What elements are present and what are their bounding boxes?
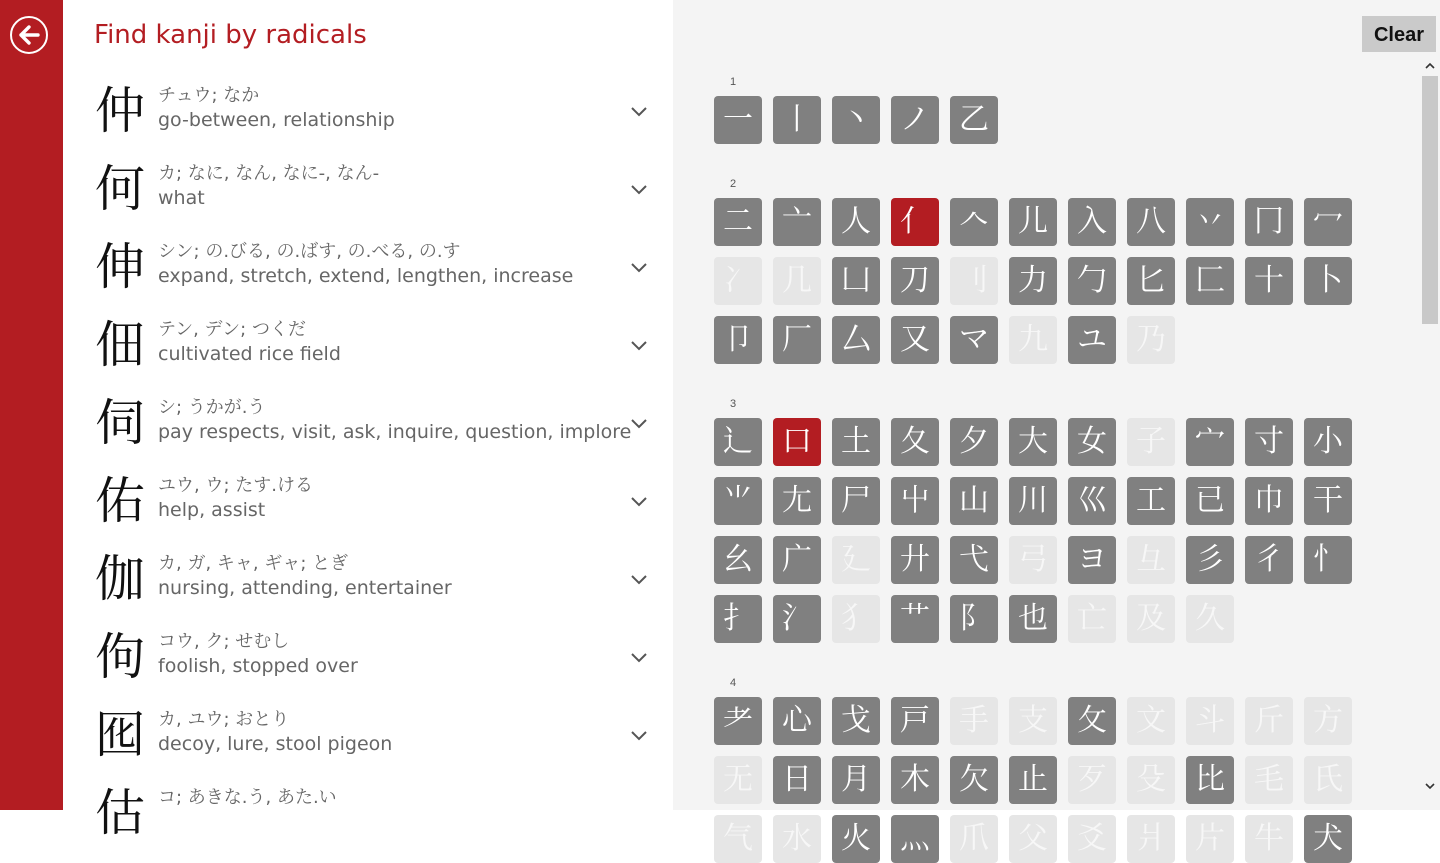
kanji-readings: シン; の.びる, の.ばす, の.べる, の.す — [158, 241, 461, 262]
radical-button: 廴 — [832, 536, 880, 584]
radical-button[interactable]: 力 — [1009, 257, 1057, 305]
radical-button: 久 — [1186, 595, 1234, 643]
radical-button[interactable]: 火 — [832, 815, 880, 863]
radical-button[interactable]: ユ — [1068, 316, 1116, 364]
kanji-list-item[interactable] — [63, 78, 673, 156]
kanji-character: 仲 — [95, 82, 145, 140]
kanji-character: 何 — [95, 160, 145, 218]
radical-button[interactable]: 亠 — [773, 198, 821, 246]
radical-button: 片 — [1186, 815, 1234, 863]
chevron-down-icon[interactable] — [629, 650, 649, 664]
chevron-down-icon[interactable] — [629, 572, 649, 586]
stroke-count-label: 1 — [730, 76, 737, 88]
radical-button[interactable]: ⺣ — [891, 815, 939, 863]
radical-button: 支 — [1009, 697, 1057, 745]
kanji-list-item[interactable] — [63, 234, 673, 312]
radical-button[interactable]: 忄 — [1304, 536, 1352, 584]
radical-button[interactable]: マ — [950, 316, 998, 364]
radical-button[interactable]: 犬 — [1304, 815, 1352, 863]
radical-button[interactable]: 欠 — [950, 756, 998, 804]
kanji-list-item[interactable] — [63, 390, 673, 468]
page-title: Find kanji by radicals — [94, 20, 367, 50]
radical-button[interactable]: 已 — [1186, 477, 1234, 525]
radical-button[interactable]: 也 — [1009, 595, 1057, 643]
radical-button: 及 — [1127, 595, 1175, 643]
kanji-character: 伸 — [95, 238, 145, 296]
radical-button: 亡 — [1068, 595, 1116, 643]
kanji-character: 伺 — [95, 394, 145, 452]
kanji-character: 估 — [95, 784, 145, 842]
radical-grid — [673, 56, 1422, 856]
radical-button: 毛 — [1245, 756, 1293, 804]
stroke-count-label: 2 — [730, 178, 737, 190]
radical-button[interactable]: 扌 — [714, 595, 762, 643]
kanji-list-item[interactable] — [63, 312, 673, 390]
radical-button: 氏 — [1304, 756, 1352, 804]
back-arrow-icon — [12, 18, 46, 52]
kanji-meaning: cultivated rice field — [158, 343, 341, 365]
chevron-down-icon[interactable] — [629, 416, 649, 430]
radical-button[interactable]: 尸 — [832, 477, 880, 525]
radical-button: 牛 — [1245, 815, 1293, 863]
radical-button[interactable]: 匚 — [1186, 257, 1234, 305]
radical-button[interactable]: 戸 — [891, 697, 939, 745]
radical-button: 手 — [950, 697, 998, 745]
radical-button[interactable]: 干 — [1304, 477, 1352, 525]
radical-button[interactable]: 寸 — [1245, 418, 1293, 466]
radical-button[interactable]: 丷 — [1186, 198, 1234, 246]
radical-button: 水 — [773, 815, 821, 863]
radical-button[interactable]: 小 — [1304, 418, 1352, 466]
scroll-down-icon[interactable] — [1422, 778, 1438, 794]
clear-button[interactable]: Clear — [1362, 16, 1436, 52]
radical-button[interactable]: 止 — [1009, 756, 1057, 804]
radical-button[interactable]: 女 — [1068, 418, 1116, 466]
kanji-meaning: what — [158, 187, 205, 209]
kanji-character: 伽 — [95, 550, 145, 608]
radical-button: 子 — [1127, 418, 1175, 466]
radical-button[interactable]: 幺 — [714, 536, 762, 584]
radical-button: 爻 — [1068, 815, 1116, 863]
radical-button[interactable]: 卜 — [1304, 257, 1352, 305]
radical-button: 斗 — [1186, 697, 1234, 745]
kanji-meaning: go-between, relationship — [158, 109, 395, 131]
radical-button[interactable]: 宀 — [1186, 418, 1234, 466]
radical-button: 殳 — [1127, 756, 1175, 804]
back-button[interactable] — [10, 16, 48, 54]
radical-button: 犭 — [832, 595, 880, 643]
radical-button[interactable]: 二 — [714, 198, 762, 246]
radical-button[interactable]: 亻 — [891, 198, 939, 246]
radical-button[interactable]: 丶 — [832, 96, 880, 144]
chevron-down-icon[interactable] — [629, 182, 649, 196]
radical-button[interactable]: 又 — [891, 316, 939, 364]
radical-button[interactable]: 巛 — [1068, 477, 1116, 525]
radical-button[interactable]: 屮 — [891, 477, 939, 525]
radical-button: 歹 — [1068, 756, 1116, 804]
radical-button: 弓 — [1009, 536, 1057, 584]
stroke-count-label: 3 — [730, 398, 737, 410]
radical-button[interactable]: 夂 — [891, 418, 939, 466]
kanji-character: 佃 — [95, 316, 145, 374]
radical-button[interactable]: 勹 — [1068, 257, 1116, 305]
app-rail — [0, 0, 63, 810]
radical-button: 文 — [1127, 697, 1175, 745]
radical-button[interactable]: 山 — [950, 477, 998, 525]
kanji-meaning: expand, stretch, extend, lengthen, increase — [158, 265, 574, 287]
radical-button[interactable]: 𠆢 — [950, 198, 998, 246]
kanji-list-item[interactable] — [63, 546, 673, 624]
radical-button: 斤 — [1245, 697, 1293, 745]
radical-button[interactable]: 廾 — [891, 536, 939, 584]
radical-button[interactable]: 八 — [1127, 198, 1175, 246]
radical-button: 气 — [714, 815, 762, 863]
radical-button[interactable]: 比 — [1186, 756, 1234, 804]
radical-scrollbar[interactable] — [1422, 58, 1440, 796]
kanji-readings: カ, ガ, キャ, ギャ; とぎ — [158, 553, 349, 574]
kanji-list-item[interactable] — [63, 468, 673, 546]
radical-button[interactable]: 儿 — [1009, 198, 1057, 246]
radical-button[interactable]: ⻌ — [714, 418, 762, 466]
radical-button: 九 — [1009, 316, 1057, 364]
radical-button: 父 — [1009, 815, 1057, 863]
radical-button[interactable]: 刀 — [891, 257, 939, 305]
kanji-result-list[interactable] — [63, 78, 673, 842]
radical-button: 几 — [773, 257, 821, 305]
radical-button: 无 — [714, 756, 762, 804]
kanji-list-item[interactable] — [63, 702, 673, 780]
radical-button[interactable]: 一 — [714, 96, 762, 144]
radical-button: 爿 — [1127, 815, 1175, 863]
radical-button[interactable]: 厶 — [832, 316, 880, 364]
radical-button[interactable]: 卩 — [714, 316, 762, 364]
radical-button[interactable]: 匕 — [1127, 257, 1175, 305]
radical-button[interactable]: 攵 — [1068, 697, 1116, 745]
radical-button[interactable]: 川 — [1009, 477, 1057, 525]
chevron-down-icon[interactable] — [629, 728, 649, 742]
radical-button[interactable]: ヨ — [1068, 536, 1116, 584]
radical-button[interactable]: 心 — [773, 697, 821, 745]
radical-button[interactable]: 氵 — [773, 595, 821, 643]
radical-button[interactable]: 广 — [773, 536, 821, 584]
radical-button[interactable]: 巾 — [1245, 477, 1293, 525]
radical-button[interactable]: 彳 — [1245, 536, 1293, 584]
stroke-count-label: 4 — [730, 677, 737, 689]
radical-button[interactable]: ノ — [891, 96, 939, 144]
radical-button[interactable]: 冂 — [1245, 198, 1293, 246]
chevron-down-icon[interactable] — [629, 338, 649, 352]
kanji-readings: コ; あきな.う, あた.い — [158, 787, 337, 808]
radical-button[interactable]: 工 — [1127, 477, 1175, 525]
radical-button[interactable]: 土 — [832, 418, 880, 466]
radical-button[interactable]: 尢 — [773, 477, 821, 525]
kanji-readings: ユウ, ウ; たす.ける — [158, 475, 313, 496]
kanji-readings: テン, デン; つくだ — [158, 319, 306, 340]
kanji-character: 囮 — [95, 706, 145, 764]
radical-button[interactable]: 大 — [1009, 418, 1057, 466]
radical-button[interactable]: 彡 — [1186, 536, 1234, 584]
radical-button: 彑 — [1127, 536, 1175, 584]
kanji-readings: シ; うかが.う — [158, 397, 266, 418]
kanji-character: 佑 — [95, 472, 145, 530]
radical-button[interactable]: 人 — [832, 198, 880, 246]
scrollbar-thumb[interactable] — [1422, 76, 1438, 324]
radical-button: 乃 — [1127, 316, 1175, 364]
radical-button[interactable]: 厂 — [773, 316, 821, 364]
chevron-down-icon[interactable] — [629, 260, 649, 274]
radical-button[interactable]: 口 — [773, 418, 821, 466]
radical-button[interactable]: 月 — [832, 756, 880, 804]
radical-button[interactable]: 戈 — [832, 697, 880, 745]
radical-button[interactable]: 日 — [773, 756, 821, 804]
kanji-readings: コウ, ク; せむし — [158, 631, 290, 652]
radical-button[interactable]: 入 — [1068, 198, 1116, 246]
radical-button: 刂 — [950, 257, 998, 305]
radical-button[interactable]: 凵 — [832, 257, 880, 305]
kanji-meaning: decoy, lure, stool pigeon — [158, 733, 393, 755]
chevron-down-icon[interactable] — [629, 104, 649, 118]
radical-button[interactable]: 夕 — [950, 418, 998, 466]
radical-button[interactable]: 冖 — [1304, 198, 1352, 246]
kanji-readings: チュウ; なか — [158, 85, 260, 106]
radical-button[interactable]: ⺹ — [714, 697, 762, 745]
kanji-readings: カ, ユウ; おとり — [158, 709, 290, 730]
radical-button[interactable]: 丨 — [773, 96, 821, 144]
radical-button[interactable]: 阝 — [950, 595, 998, 643]
kanji-character: 佝 — [95, 628, 145, 686]
radical-button: 爪 — [950, 815, 998, 863]
radical-button[interactable]: 十 — [1245, 257, 1293, 305]
kanji-list-item[interactable] — [63, 780, 673, 858]
radical-button[interactable]: 弋 — [950, 536, 998, 584]
scroll-up-icon[interactable] — [1422, 58, 1438, 74]
kanji-meaning: foolish, stopped over — [158, 655, 358, 677]
radical-button[interactable]: 艹 — [891, 595, 939, 643]
radical-button[interactable]: 乙 — [950, 96, 998, 144]
kanji-meaning: nursing, attending, entertainer — [158, 577, 452, 599]
radical-button[interactable]: ⺌ — [714, 477, 762, 525]
chevron-down-icon[interactable] — [629, 494, 649, 508]
kanji-meaning: pay respects, visit, ask, inquire, question, implore — [158, 421, 632, 443]
kanji-readings: カ; なに, なん, なに-, なん- — [158, 163, 380, 184]
kanji-list-item[interactable] — [63, 624, 673, 702]
radical-button: 方 — [1304, 697, 1352, 745]
radical-button: 冫 — [714, 257, 762, 305]
radical-button[interactable]: 木 — [891, 756, 939, 804]
kanji-meaning: help, assist — [158, 499, 266, 521]
kanji-list-item[interactable] — [63, 156, 673, 234]
